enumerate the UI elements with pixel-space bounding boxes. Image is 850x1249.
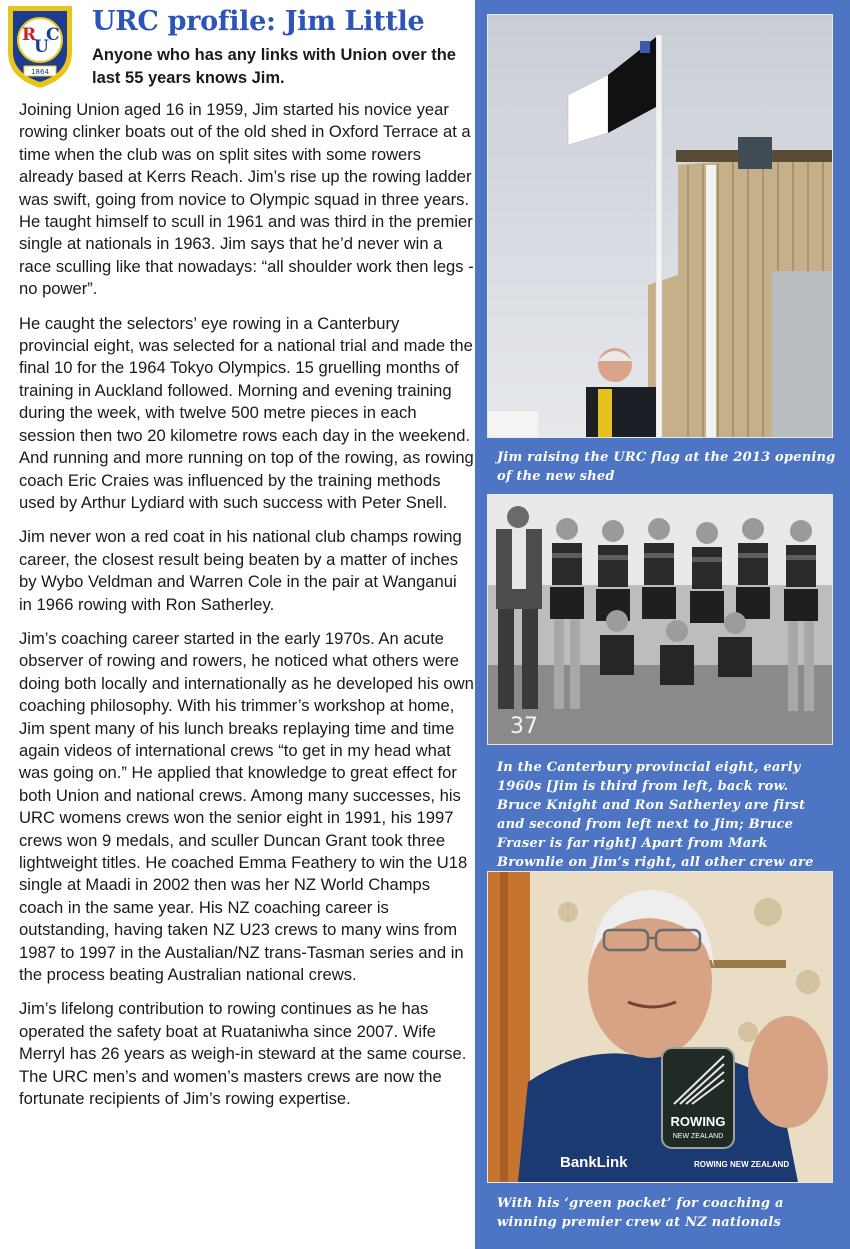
banklink-logo: BankLink — [560, 1154, 628, 1171]
page-subtitle: Anyone who has any links with Union over the last 55 years knows Jim. — [92, 46, 456, 87]
pocket-photo-caption: With his ‘green pocket’ for coaching a winning premier crew at NZ nationals — [497, 1196, 784, 1230]
article-paragraph: Jim’s coaching career started in the early 1970s. An acute observer of rowing and rowers, he noticed what others were doing both locally and internationally as he developed his own coaching philosophy. With his trimmer’s workshop at home, Jim spent many of his lunch breaks replaying time and time again videos of international crews “to get in my head what was going on.” He applied that knowledge to great effect for both Union and national crews. Among many successes, his URC womens crews won the senior eight in 1991, his 1997 crews won 9 medals, and sculler Duncan Grant took three lightweight titles. He coached Emma Feathery to win the U18 single at Maadi in 2002 then was her NZ World Champs coach in the same year. His NZ coaching career is outstanding, having taken NZ U23 crews to many wins from 1987 to 1997 in the Austalian/NZ trans-Tasman series and in the process beating Australian national crews. — [19, 628, 474, 985]
crew-photo-number: 37 — [510, 714, 538, 739]
club-crest-logo — [4, 2, 76, 90]
green-pocket-photo — [487, 871, 833, 1183]
crest-letter-u: U — [34, 37, 49, 57]
page-title: URC profile: Jim Little — [92, 6, 425, 37]
crest-letter-c: C — [46, 25, 60, 45]
article-paragraph: Joining Union aged 16 in 1959, Jim started his novice year rowing clinker boats out of the old shed in Oxford Terrace at a time when the club was on split sites with some rowers already based at Kerrs Reach. Jim’s rise up the rowing ladder was swift, going from novice to Olympic squad in three years. He taught himself to scull in 1961 and was third in the premier single at nationals in 1963. Jim says that he’d never win a race sculling like that nowadays: “all shoulder work then legs - no power”. — [19, 100, 474, 299]
photo-sidebar — [475, 0, 850, 1249]
flag-photo-caption: Jim raising the URC flag at the 2013 opening of the new shed — [497, 450, 836, 484]
badge-nz-text: NEW ZEALAND — [672, 1133, 724, 1140]
crest-year: 1864 — [31, 68, 49, 76]
badge-rowing-text: ROWING — [670, 1114, 726, 1129]
crew-photo — [487, 494, 833, 745]
article-paragraph: Jim’s lifelong contribution to rowing continues as he has operated the safety boat at Ruataniwha since 2007. Wife Merryl has 26 years as weigh-in steward at the same course. The URC men’s and women’s masters crews are now the fortunate recipients of Jim’s rowing expertise. — [19, 999, 467, 1109]
shirt-rowing-nz-logo: ROWING NEW ZEALAND — [694, 1160, 790, 1169]
flag-raising-photo — [487, 14, 833, 438]
crew-photo-caption: In the Canterbury provincial eight, early 1960s [Jim is third from left, back row. Bruce Knight and Ron Satherley are first and second from left next to Jim; Bruce Fraser is far right] Apart from Mark Brownlie on Jim’s right, all other crew are — [497, 760, 814, 870]
crest-letter-r: R — [22, 25, 37, 45]
article-body — [19, 99, 474, 1122]
article-paragraph: Jim never won a red coat in his national club champs rowing career, the closest result being beaten by a matter of inches by Wybo Veldman and Warren Cole in the pair at Wanganui in 1966 rowing with Ron Satherley. — [19, 527, 462, 614]
article-paragraph: He caught the selectors’ eye rowing in a Canterbury provincial eight, was selected for a national trial and made the final 10 for the 1964 Tokyo Olympics. 15 gruelling months of training in Auckland followed. Morning and evening training during the week, with twelve 500 metre pieces in each session then two 20 kilometre rows each day in the weekend. And running and more running on top of the rowing, as rowing coach Eric Craies was influenced by the training methods used by Arthur Lydiard with such success with Peter Snell. — [19, 313, 474, 512]
